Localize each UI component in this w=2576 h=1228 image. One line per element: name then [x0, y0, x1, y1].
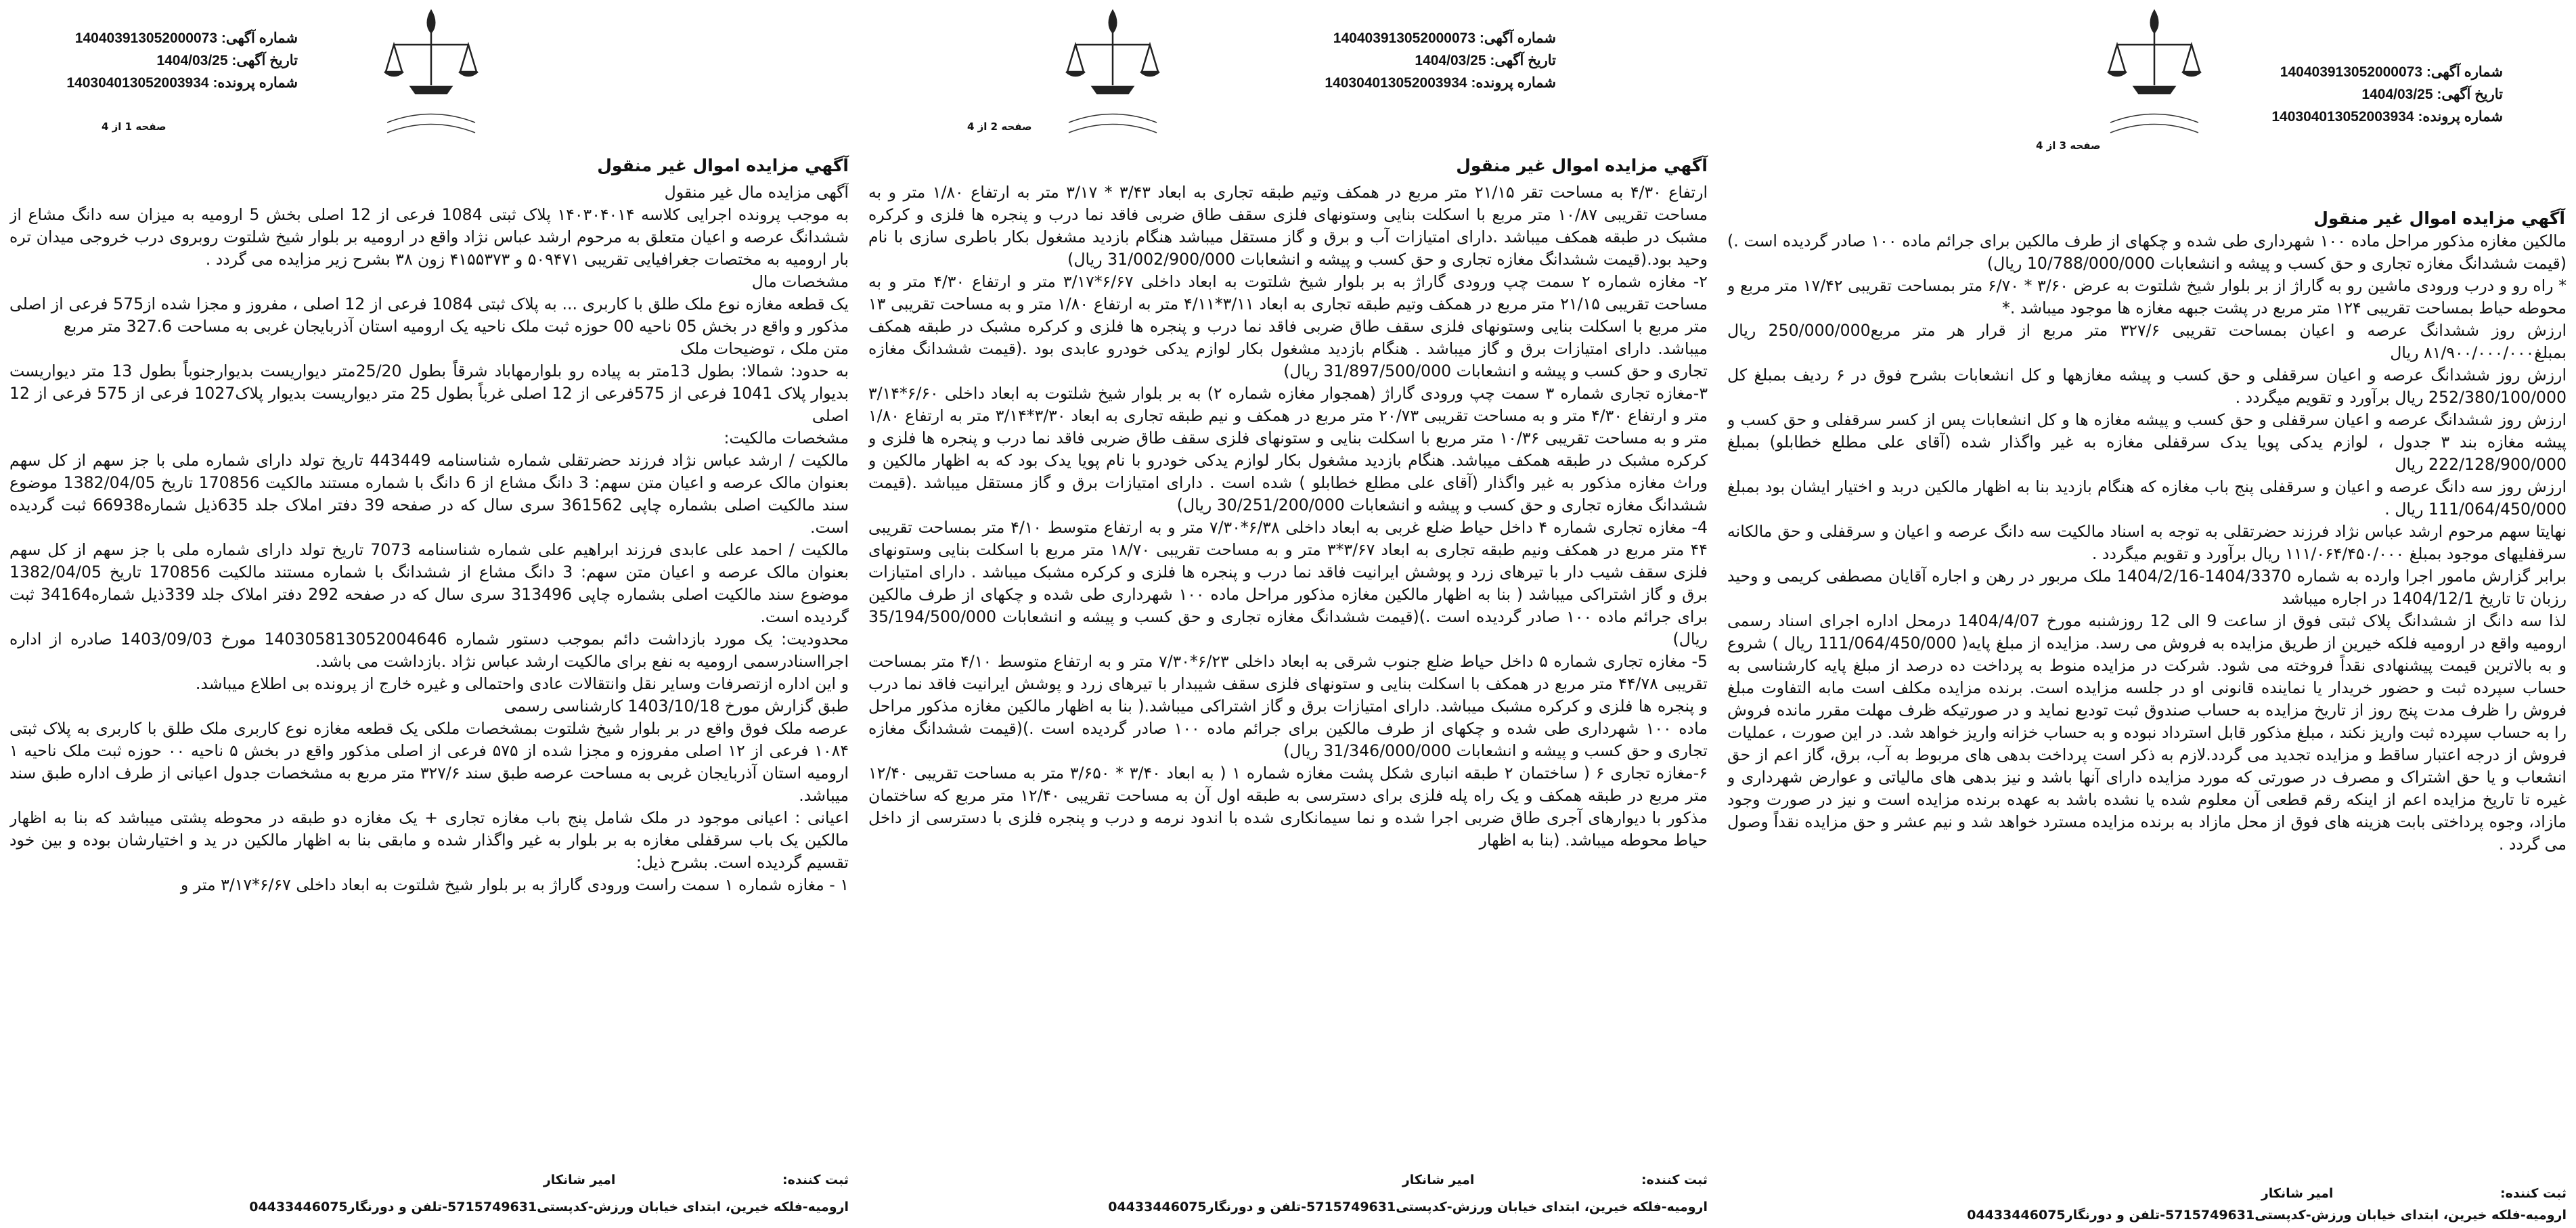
ad-date: 1404/03/25 — [2361, 87, 2433, 102]
paragraph: 4- مغازه تجاری شماره ۴ داخل حیاط ضلع غربی به ابعاد داخلی ۶/۳۸*۷/۳۰ متر و به ارتفاع متوسط ۴/۱۰ متر بمساحت تقریبی ۴۴ متر مربع در همکف ونیم طبقه تجاری به ابعاد ۳/۶۷*۳ متر و به مساحت تقریبی ۱۸/۷۰ متر مربع با اسکلت بنایی وستونهای فلزی سقف شیب دار با تیرهای زرد و پوشش ایرانیت فاقد نما درب و پنجره ها فلزی و کرکره مشبک میباشد . دارای امتیازات برق و گاز اشتراکی میباشد ( بنا به اظهار مالکین مغازه مذکور مراحل ماده ۱۰۰ شهرداری طی شده و چکهای از طرف مالکین برای جرائم ماده ۱۰۰ صادر گردیده است .)(قیمت ششدانگ مغازه تجاری و حق کسب و پیشه و انشعابات 35/194/500/000 ریال) — [868, 518, 1708, 649]
paragraph: ارتفاع ۴/۳۰ به مساحت تقر ۲۱/۱۵ متر مربع در همکف وتیم طبقه تجاری به ابعاد ۳/۴۳ * ۳/۱۷ متر به ارتفاع ۱/۸۰ متر و به مساحت تقریبی ۱۰/۸۷ متر مربع با اسکلت بنایی وستونهای فلزی سقف طاق ضربی فاقد نما درب و پنجره ها فلزی و کرکره مشبک در طبقه همکف میباشد .دارای امتیازات آب و برق و گاز مستقل میباشد هنگام بازدید مشغول بکار باطری سازی با نام وحید بود.(قیمت ششدانگ مغازه تجاری و حق کسب و پیشه و انشعابات 31/002/900/000 ریال) — [868, 183, 1708, 269]
paragraph: ۶-مغازه تجاری ۶ ( ساختمان ۲ طبقه انباری شکل پشت مغازه شماره ۱ ( به ابعاد ۳/۴۰ * ۳/۶۵۰ متر به مساحت تقریبی ۱۲/۴۰ متر مربع در طبقه همکف و یک راه پله فلزی برای دسترسی به طبقه اول آن به مساحت تقریبی ۱۲/۴۰ متر مربع که ساختمان مذکور با دیوارهای آجری طاق ضربی اجرا شده و نما سیمانکاری شده با اندود نرمه و درب و پنجره فلزی با دسترسی از داخل حیاط محوطه میباشد. (بنا به اظهار — [868, 764, 1708, 850]
announcement-page-1 — [0, 0, 858, 1228]
paragraph: طبق گزارش مورخ 1403/10/18 کارشناسی رسمی — [504, 697, 849, 716]
paragraph: متن ملک ، توضیحات ملک — [680, 339, 849, 358]
paragraph: ارزش روز ششدانگ عرصه و اعیان بمساحت تقریبی ۳۲۷/۶ متر مربع از قرار هر متر مربع250/000/000 ریال بمبلغ۸۱/۹۰۰/۰۰۰/۰۰۰ ریال — [1727, 321, 2567, 362]
judiciary-emblem-logo — [2097, 4, 2212, 153]
announcement-page-3 — [1718, 0, 2576, 1228]
paragraph: مشخصات مال — [751, 272, 849, 291]
paragraph: آگهی مزایده مال غیر منقول — [664, 183, 849, 202]
paragraph: مالکیت / ارشد عباس نژاد فرزند حضرتقلی شماره شناسنامه 443449 تاریخ تولد دارای شماره ملی با جز سهم از کل سهم بعنوان مالک عرصه و اعیان متن سهم: 3 دانگ مشاع از 6 دانگ با شماره مستند مالکیت 170856 تاریخ 1382/04/05 موضوع سند مالکیت اصلی بشماره چاپی 361562 سری سال که در صفحه 39 دفتر املاک جلد 635ذیل شماره66938 ثبت گردیده است. — [9, 451, 849, 537]
ad-number-label: شماره آگهی: — [221, 30, 298, 46]
footer-date-label: ثبت کننده: — [1641, 1172, 1708, 1187]
ad-date-label: تاریخ آگهی: — [2437, 87, 2503, 102]
page-number: صفحه 3 از 4 — [2036, 139, 2101, 152]
footer-address: ارومیه-فلکه خیرین، ابتدای خیابان ورزش-کدپستی5715749631-تلفن و دورنگار04433446075 — [249, 1200, 849, 1214]
paragraph: مشخصات مالکیت: — [724, 429, 849, 447]
paragraph: ارزش روز ششدانگ عرصه و اعیان سرقفلی و حق کسب و پیشه مغازه ها و کل انشعابات پس از کسر سرقفلی و حق کسب و پیشه مغازه بند ۳ جدول ، لوازم یدکی پویا یدک سرقفلی مغازه به غیر واگذار شده (آقای علی مطلع خطابلو) بمبلغ 222/128/900/000 ریال — [1727, 410, 2567, 474]
announcement-page-2 — [859, 0, 1717, 1228]
page-header — [859, 0, 1717, 173]
case-number: 140304013052003934 — [2271, 109, 2414, 125]
footer-address: ارومیه-فلکه خیرین، ابتدای خیابان ورزش-کدپستی5715749631-تلفن و دورنگار04433446075 — [1108, 1200, 1708, 1214]
ad-meta — [66, 27, 298, 94]
announcement-body — [9, 181, 849, 896]
paragraph: ۲- مغازه شماره ۲ سمت چپ ورودی گاراژ به بر بلوار شیخ شلتوت به ابعاد داخلی ۶/۶۷*۳/۱۷ متر و ارتفاع ۴/۳۰ متر و به مساحت تقریبی ۲۱/۱۵ متر مربع در همکف وتیم طبقه تجاری به ابعاد ۳/۱۱*۴/۱۱ متر به ارتفاع ۱/۸۰ متر و به مساحت تقریبی ۱۳ متر مربع با اسکلت بنایی وستونهای فلزی سقف طاق ضربی فاقد نما درب و پنجره ها فلزی و کرکره مشبک در طبقه همکف میباشد. دارای امتیازات برق و گاز میباشد . هنگام بازدید مشغول بکار لوازم یدکی خودرو عابدی بود .(قیمت ششدانگ مغازه تجاری و حق کسب و پیشه و انشعابات 31/897/500/000 ریال) — [868, 272, 1708, 380]
paragraph: ۱ - مغازه شماره ۱ سمت راست ورودی گاراژ به بر بلوار شیخ شلتوت به ابعاد داخلی ۶/۶۷*۳/۱۷ متر و — [180, 875, 849, 894]
ad-number: 140403913052000073 — [74, 30, 218, 46]
footer-signer: امیر شانکار — [2261, 1186, 2334, 1201]
case-number-label: شماره پرونده: — [2418, 109, 2503, 125]
page-number: صفحه 1 از 4 — [102, 120, 166, 133]
footer-signer-row — [1727, 1186, 2567, 1201]
footer-signer-row — [9, 1172, 849, 1187]
paragraph: ارزش روز ششدانگ عرصه و اعیان سرقفلی و حق کسب و پیشه مغازهها و کل انشعابات بشرح فوق در ۶ ردیف بمبلغ کل 252/380/100/000 ریال برآورد و تقویم میگردد . — [1727, 366, 2567, 407]
ad-date-label: تاریخ آگهی: — [231, 53, 298, 68]
paragraph: ارزش روز سه دانگ عرصه و اعیان و سرقفلی پنج باب مغازه که هنگام بازدید بنا به اظهار مالکین دربد و اختیار ایشان بود بمبلغ 111/064/450/000 ریال . — [1727, 477, 2567, 519]
paragraph: یک قطعه مغازه نوع ملک طلق با کاربری ... به پلاک ثبتی 1084 فرعی از 12 اصلی ، مفروز و مجزا شده از575 فرعی از اصلی مذکور و واقع در بخش 05 ناحیه 00 حوزه ثبت ملک ناحیه یک ارومیه استان آذربایجان غربی به مساحت 327.6 متر مربع — [9, 294, 849, 336]
announcement-body — [1727, 230, 2567, 856]
paragraph: 5- مغازه تجاری شماره ۵ داخل حیاط ضلع جنوب شرقی به ابعاد داخلی ۶/۲۳*۷/۳۰ متر و به ارتفاع متوسط ۴/۱۰ متر بمساحت تقریبی ۴۴/۷۸ متر مربع در همکف با اسکلت بنایی و ستونهای فلزی سقف شیبدار با تیرهای زرد و پوشش ایرانیت فاقد نما درب و پنجره ها فلزی و کرکره مشبک میباشد. دارای امتیازات برق و گاز اشتراکی میباشد.( بنا به اظهار مالکین مغازه مذکور مراحل ماده ۱۰۰ شهرداری طی شده و چکهای از طرف مالکین برای جرائم ماده ۱۰۰ صادر گردیده است .)(قیمت ششدانگ مغازه تجاری و حق کسب و پیشه و انشعابات 31/346/000/000 ریال) — [868, 652, 1708, 760]
page-title: آگهي مزايده اموال غير منقول — [597, 156, 849, 175]
footer-signer-row — [868, 1172, 1708, 1187]
paragraph: به حدود: شمالا: بطول 13متر به پیاده رو بلوارمهاباد شرقاً بطول 25/20متر دیواریست بدیوارجنوباً بطول 13 متر دیواریست بدیوار پلاک 1041 فرعی از 575فرعی از 12 اصلی غرباً بطول 25 متر دیواریست بدیوار پلاک1027 فرعی از 575 فرعی از 12 اصلی — [9, 361, 849, 425]
paragraph: محدودیت: یک مورد بازداشت دائم بموجب دستور شماره 140305813052004646 مورخ 1403/09/03 صادره از اداره اجرااسنادرسمی ارومیه به نفع برای مالکیت ارشد عباس نژاد .بازداشت می باشد. — [9, 630, 849, 671]
footer-signer: امیر شانکار — [1402, 1172, 1475, 1187]
judiciary-emblem-logo — [1055, 4, 1170, 153]
ad-date: 1404/03/25 — [1415, 53, 1486, 68]
page-title: آگهي مزايده اموال غير منقول — [1456, 156, 1708, 175]
ad-date: 1404/03/25 — [156, 53, 228, 68]
case-number: 140304013052003934 — [66, 75, 209, 91]
paragraph: مالکیت / احمد علی عابدی فرزند ابراهیم علی شماره شناسنامه 7073 تاریخ تولد دارای شماره ملی با جز سهم از کل سهم بعنوان مالک عرصه و اعیان متن سهم: 3 دانگ مشاع از ششدانگ با شماره مستند مالکیت 170856 تاریخ 1382/04/05 موضوع سند مالکیت اصلی بشماره چاپی 313496 سری سال که در صفحه 292 دفتر املاک جلد 339ذیل شماره34164 ثبت گردیده است. — [9, 540, 849, 626]
paragraph: و این اداره ازتصرفات وسایر نقل وانتقالات عادی واحتمالی و غیره خارج از پرونده بی اطلاع میباشد. — [195, 674, 849, 693]
paragraph: ۳-مغازه تجاری شماره ۳ سمت چپ ورودی گاراژ (همجوار مغازه شماره ۲) به بر بلوار شیخ شلتوت به ابعاد داخلی ۶/۶۰*۳/۱۴ متر و ارتفاع ۴/۳۰ متر و به مساحت تقریبی ۲۰/۷۳ متر مربع در همکف و نیم طبقه تجاری به ابعاد ۳/۳۰*۳/۱۴ متر به ارتفاع ۱/۸۰ متر و به مساحت تقریبی ۱۰/۳۶ متر مربع با اسکلت بنایی و ستونهای فلزی سقف طاق ضربی فاقد نما درب و پنجره ها فلزی و کرکره مشبک در طبقه همکف میباشد. هنگام بازدید مشغول بکار لوازم یدکی خودرو با نام پویا یدک بود که به اظهار مالکین و وراث مغازه مذکور به غیر واگذار (آقای علی مطلع خطابلو ) شده است . دارای امتیازات برق و گاز مستقل میباشد .(قیمت ششدانگ مغازه تجاری و حق کسب و پیشه و انشعابات 30/251/200/000 ریال) — [868, 384, 1708, 514]
ad-number: 140403913052000073 — [1333, 30, 1476, 46]
ad-number-label: شماره آگهی: — [1479, 30, 1556, 46]
page-title: آگهي مزايده اموال غير منقول — [2313, 209, 2565, 228]
paragraph: عرصه ملک فوق واقع در بر بلوار شیخ شلتوت بمشخصات ملکی یک قطعه مغازه نوع کاربری ملک طلق با کاربری به پلاک ثبتی ۱۰۸۴ فرعی از ۱۲ اصلی مفروزه و مجزا شده از ۵۷۵ فرعی از اصلی مذکور واقع در بخش ۵ ناحیه ۰۰ حوزه ثبت ملک ناحیه ۱ ارومیه استان آذربایجان غربی به مساحت عرصه طبق سند ۳۲۷/۶ متر مربع به مشخصات جدول اعیانی از طرف اداره طبق سند میباشد. — [9, 719, 849, 805]
judiciary-emblem-logo — [374, 4, 489, 153]
announcement-body — [868, 181, 1708, 852]
paragraph: مالکین مغازه مذکور مراحل ماده ۱۰۰ شهرداری طی شده و چکهای از طرف مالکین برای جرائم ماده ۱۰۰ صادر گردیده است .)(قیمت ششدانگ مغازه تجاری و حق کسب و پیشه و انشعابات 10/788/000/000 ریال) — [1727, 232, 2567, 273]
footer-address: ارومیه-فلکه خیرین، ابتدای خیابان ورزش-کدپستی5715749631-تلفن و دورنگار04433446075 — [1967, 1208, 2567, 1223]
footer-signer: امیر شانکار — [543, 1172, 616, 1187]
paragraph: لذا سه دانگ از ششدانگ پلاک ثبتی فوق از ساعت 9 الی 12 روزشنبه مورخ 1404/4/07 درمحل اداره اجرای اسناد رسمی ارومیه واقع در ارومیه فلکه خیرین از طریق مزایده به فروش می رسد. مزایده از مبلغ پایه( 111/064/450/000 ریال ) شروع و به بالاترین قیمت پیشنهادی نقداً فروخته می شود. شرکت در مزایده منوط به پرداخت ده درصد از مبلغ پایه کارشناسی به حساب سپرده ثبت و حضور خریدار یا نماینده قانونی او در جلسه مزایده است. برنده مزایده مکلف است مابه التفاوت مبلغ فروش را ظرف مدت پنج روز از تاریخ مزایده به حساب صندوق ثبت توديع نمايد و در صورتیکه ظرف مهلت مقرر مانده فروش را به حساب سپرده ثبت واريز نكند ، مبلغ مذکور قابل استرداد نبوده و به حساب خزانه واريز خواهد شد. در این صورت ، عملیات فروش از درجه اعتبار ساقط و مزایده تجدید می گردد.لازم به ذکر است پرداخت بدهی های مربوط به آب، برق، گاز اعم از حق انشعاب و یا حق اشتراک و مصرف در صورتی که مورد مزایده دارای آنها باشد و نیز بدهی های مالیاتی و عوارض شهرداری و غیره تا تاریخ مزایده اعم از اینکه رقم قطعی آن معلوم شده یا نشده باشد به عهده برنده مزایده است و نیز در صورت وجود مازاد، وجوه پرداختی بابت هزینه های فوق از محل مازاد به برنده مزایده مسترد خواهد شد و نیم عشر و حق مزایده نقداً وصول می گردد . — [1727, 611, 2567, 854]
case-number-label: شماره پرونده: — [213, 75, 298, 91]
paragraph: برابر گزارش مامور اجرا وارده به شماره 1404/3370-1404/2/16 ملک مربور در رهن و اجاره آقایان مصطفی کریمی و وحید رزبان تا تاریخ 1404/12/1 در اجاره میباشد — [1727, 567, 2567, 608]
ad-meta — [1325, 27, 1556, 94]
case-number-label: شماره پرونده: — [1471, 75, 1556, 91]
footer-date-label: ثبت کننده: — [782, 1172, 849, 1187]
paragraph: اعیانی : اعیانی موجود در ملک شامل پنج باب مغازه تجاری + یک مغازه دو طبقه در محوطه پشتی میباشد که بنا به اظهار مالکین یک باب سرقفلی مغازه به بر بلوار به غیر واگذار شده و مابقی بنا به اظهار مالکین در ید و اختیارشان بوده و بین خود تقسیم گردیده است. بشرح ذیل: — [9, 808, 849, 872]
case-number: 140304013052003934 — [1325, 75, 1467, 91]
ad-number-label: شماره آگهی: — [2426, 64, 2503, 80]
page-header — [0, 0, 858, 173]
page-header — [1718, 0, 2576, 228]
ad-number: 140403913052000073 — [2280, 64, 2423, 80]
paragraph: به موجب پرونده اجرایی کلاسه ۱۴۰۳۰۴۰۱۴ پلاک ثبتی 1084 فرعی از 12 اصلی بخش 5 ارومیه به میزان سه دانگ مشاع از ششدانگ عرصه و اعیان متعلق به مرحوم ارشد عباس نژاد واقع در ارومیه بر بلوار شیخ شلتوت روبروی درب خروجی میدان تره بار ارومیه به مختصات جغرافیایی تقریبی ۵۰۹۴۷۱ و ۴۱۵۵۳۷۳ زون ۳۸ بشرح زیر مزایده می گردد . — [9, 205, 849, 269]
paragraph: * راه رو و درب ورودی ماشین رو به گاراژ از بر بلوار شیخ شلتوت به عرض ۳/۶۰ * ۶/۷۰ متر بمساحت تقریبی ۱۷/۴۲ متر مربع و محوطه حیاط بمساحت تقریبی ۱۲۴ متر مربع در پشت جبهه مغازه ها موجود میباشد .* — [1727, 276, 2567, 317]
ad-date-label: تاریخ آگهی: — [1490, 53, 1556, 68]
paragraph: نهایتا سهم مرحوم ارشد عباس نژاد فرزند حضرتقلی به توجه به اسناد مالکیت سه دانگ عرصه و اعیان و سرقفلی و حق مالکانه سرقفلیهای موجود بمبلغ ۱۱۱/۰۶۴/۴۵۰/۰۰۰ ریال برآورد و تقویم میگردد . — [1727, 522, 2567, 563]
footer-date-label: ثبت کننده: — [2500, 1186, 2567, 1201]
page-number: صفحه 2 از 4 — [967, 120, 1032, 133]
ad-meta — [2271, 61, 2503, 128]
